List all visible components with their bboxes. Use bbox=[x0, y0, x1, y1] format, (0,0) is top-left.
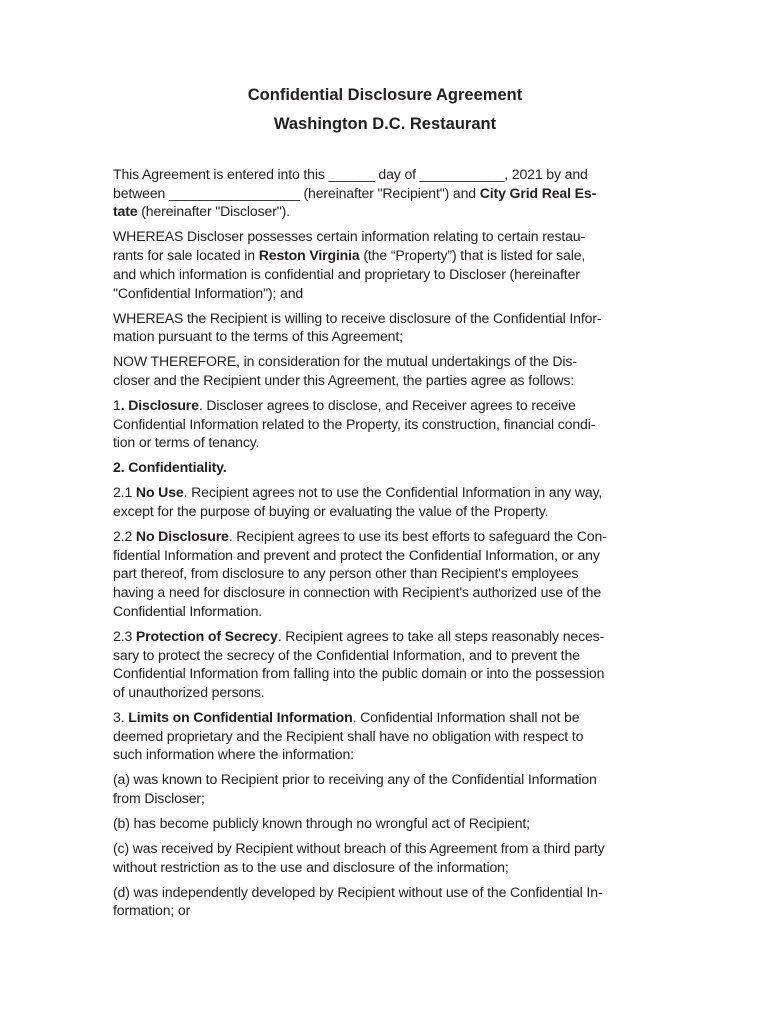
discloser-name: City Grid Real Es- bbox=[479, 184, 597, 201]
clause-c: (c) was received by Recipient without breach of this Agreement from a third party without restriction as to the use and disclosure of the information; bbox=[113, 840, 605, 875]
property-location: Reston Virginia bbox=[258, 247, 360, 264]
section-2-1-no-use: 2.1 No Use. Recipient agrees not to use the Confidential Information in any way, except for the purpose of buying or evaluating the value of the Property. bbox=[113, 484, 603, 520]
document-subtitle: Washington D.C. Restaurant bbox=[273, 115, 497, 133]
section-2-3-protection-of-secrecy: 2.3 Protection of Secrecy. Recipient agrees to take all steps reasonably neces- sary to protect the secrecy of the Confidential Information, and to prevent the Confidential Information from falling into the public domain or into the possession of unauthorized persons. bbox=[113, 627, 605, 700]
section-3-limits: 3. Limits on Confidential Information. Confidential Information shall not be deemed proprietary and the Recipient shall have no obligation with respect to such information where the information: bbox=[113, 708, 584, 763]
discloser-name-cont: tate bbox=[113, 203, 138, 220]
document-body bbox=[113, 165, 658, 926]
section-1-disclosure: 1. Disclosure. Discloser agrees to disclose, and Receiver agrees to receive Confidential Information related to the Property, its construction, financial condi- tion or terms of tenancy. bbox=[113, 396, 596, 451]
now-therefore-paragraph: NOW THEREFORE, in consideration for the mutual undertakings of the Dis- closer and the Recipient under this Agreement, the parties agree as follows: bbox=[113, 353, 577, 388]
clause-a: (a) was known to Recipient prior to receiving any of the Confidential Information from Discloser; bbox=[113, 771, 597, 807]
whereas-paragraph-2: WHEREAS the Recipient is willing to receive disclosure of the Confidential Infor- mation pursuant to the terms of this Agreement; bbox=[113, 309, 602, 345]
intro-paragraph: This Agreement is entered into this ______ day of ___________, 2021 by and between _________________ (hereinafter "Recipient") and City Grid Real Es- tate (hereinafter "Discloser"). bbox=[113, 166, 597, 220]
document-title: Confidential Disclosure Agreement bbox=[247, 86, 523, 104]
section-heading: . Disclosure bbox=[120, 396, 199, 413]
clause-d: (d) was independently developed by Recipient without use of the Confidential In- formation; or bbox=[113, 883, 603, 919]
section-heading: Protection of Secrecy bbox=[135, 627, 278, 644]
section-2-heading: 2. Confidentiality. bbox=[113, 459, 227, 476]
section-heading: Limits on Confidential Information bbox=[128, 708, 353, 725]
section-heading: No Use bbox=[135, 484, 184, 501]
clause-b: (b) has become publicly known through no wrongful act of Recipient; bbox=[113, 815, 530, 832]
section-heading: No Disclosure bbox=[135, 528, 229, 545]
section-2-2-no-disclosure: 2.2 No Disclosure. Recipient agrees to use its best efforts to safeguard the Con- fidential Information and prevent and protect the Confidential Information, or any part thereof, from disclosure to any person other than Recipient's employees having a need for disclosure in connection with Recipient's authorized use of the Confidential Information. bbox=[113, 528, 607, 619]
whereas-paragraph-1: WHEREAS Discloser possesses certain information relating to certain restau- rants for sale located in Reston Virginia (the “Property”) that is listed for sale, and which information is confidential and proprietary to Discloser (hereinafter "Confidential Information"); and bbox=[113, 228, 586, 301]
